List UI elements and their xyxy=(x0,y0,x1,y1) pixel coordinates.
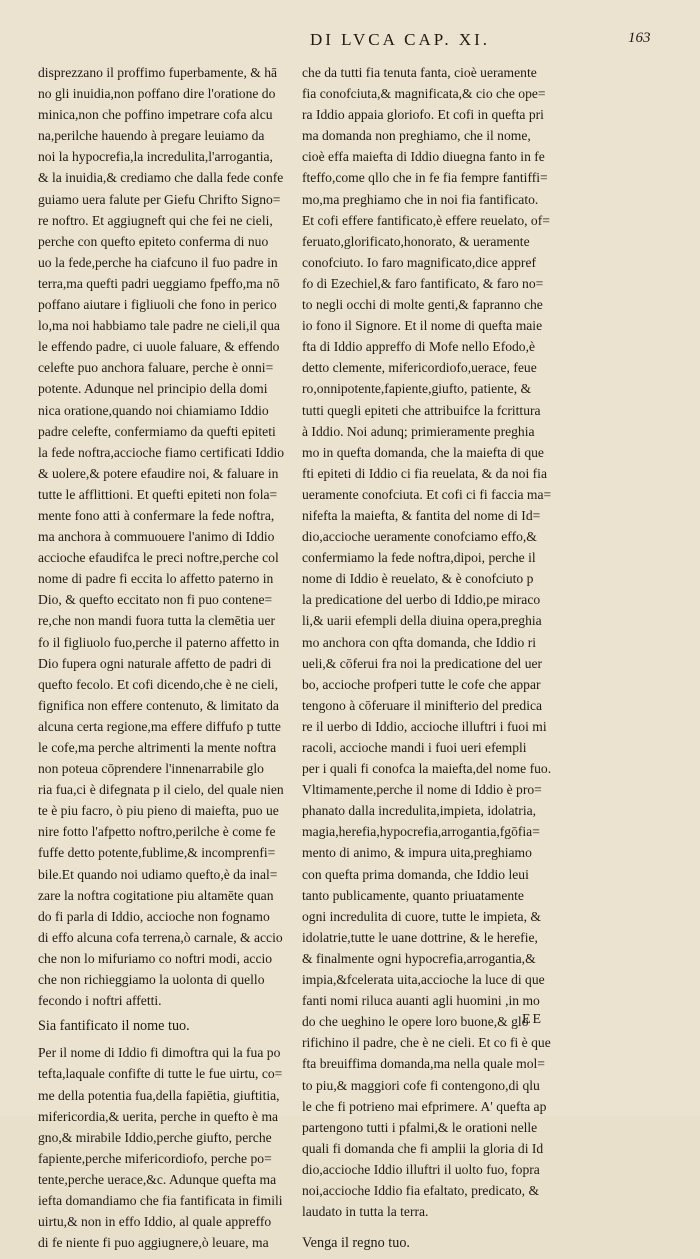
text-line: terra,ma quefti padri ueggiamo fpeffo,ma nō xyxy=(38,275,280,291)
text-line: uirtu,& non in effo Iddio, al quale appreffo xyxy=(38,1214,272,1230)
text-line: feruato,glorificato,honorato, & ueramente xyxy=(302,233,530,249)
text-line: tutte le afflittioni. Et quefti epiteti non fola= xyxy=(38,486,278,502)
text-line: che non lo mifuriamo co noftri modi, accio xyxy=(38,950,273,966)
text-line: magia,herefia,hypocrefia,arrogantia,fgōfia= xyxy=(302,824,540,840)
text-line: mo in quefta domanda, che la maiefta di que xyxy=(302,444,544,460)
spacer xyxy=(302,1222,588,1228)
text-line: impia,&fcelerata uita,accioche la luce di que xyxy=(302,972,545,988)
text-line: di effo alcuna cofa terrena,ò carnale, & accio xyxy=(38,929,283,945)
text-line: lo,ma noi habbiamo tale padre ne cieli,il qua xyxy=(38,318,280,334)
text-line: à Iddio. Noi adunq; primieramente preghia xyxy=(302,423,535,439)
text-line: guiamo uera falute per Giefu Chrifto Signo= xyxy=(38,191,281,207)
text-line: che da tutti fia tenuta fanta, cioè ueramente xyxy=(302,65,537,80)
text-line: perche con quefto epiteto conferma di nuo xyxy=(38,233,269,249)
text-line: mo,ma preghiamo che in noi fia fantificato. xyxy=(302,191,539,207)
text-line: dio,accioche Iddio illuftri il uolto fuo, fopra xyxy=(302,1161,540,1177)
text-line: tengono à cōferuare il minifterio del predica xyxy=(302,697,543,713)
running-title: DI LVCA CAP. XI. xyxy=(309,30,491,49)
text-line: con quefta prima domanda, che Iddio leui xyxy=(302,866,529,882)
text-line: confermiamo la fede noftra,dipoi, perche il xyxy=(302,550,536,566)
text-line: detto clemente, mifericordiofo,uerace, feue xyxy=(302,360,537,376)
text-line: conofciuto. Io faro magnificato,dice appref xyxy=(302,254,537,270)
text-line: noi,accioche Iddio fia efaltato, predicato, & xyxy=(302,1182,540,1198)
text-line: & finalmente ogni hypocrefia,arrogantia,& xyxy=(302,950,536,966)
text-line: iefta domandiamo che fia fantificata in fimili xyxy=(38,1192,283,1208)
text-line: non poteua cōprendere l'innenarrabile glo xyxy=(38,761,264,777)
text-line: zare la noftra cogitatione piu altamēte quan xyxy=(38,887,274,903)
text-line: nica oratione,quando noi chiamiamo Iddio xyxy=(38,402,269,418)
text-line: bile.Et quando noi udiamo quefto,è da inal= xyxy=(38,866,278,882)
text-line: Per il nome di Iddio fi dimoftra qui la fua po xyxy=(38,1045,281,1061)
text-line: fta breuiffima domanda,ma nella quale mol= xyxy=(302,1056,545,1072)
text-line: potente. Adunque nel principio della domi xyxy=(38,381,268,397)
text-line: ma domanda non preghiamo, che il nome, xyxy=(302,128,531,144)
text-line: fo il figliuolo fuo,perche il paterno affetto in xyxy=(38,634,280,650)
text-line: le effendo padre, ci uuole faluare, & effendo xyxy=(38,339,280,355)
text-line: per i quali fi conofca la maiefta,del nome fuo. xyxy=(302,761,552,777)
text-line: fia conofciuta,& magnificata,& cio che ope= xyxy=(302,86,546,102)
text-line: io fono il Signore. Et il nome di quefta maie xyxy=(302,318,543,334)
text-line: rifichino il padre, che è ne cieli. Et co fi è que xyxy=(302,1035,551,1051)
text-line: fteffo,come qllo che in fe fia fempre fantiffi= xyxy=(302,170,548,186)
text-line: re il uerbo di Iddio, accioche illuftri i fuoi mi xyxy=(302,718,547,734)
text-line: che non richieggiamo la uolonta di quello xyxy=(38,972,265,988)
text-line: poffano aiutare i figliuoli che fono in perico xyxy=(38,297,277,313)
section-heading: Sia fantificato il nome tuo. xyxy=(38,1018,190,1035)
text-line: na,perilche hauendo à pregare leuiamo da xyxy=(38,128,265,144)
text-line: dio,accioche ueramente conofciamo effo,& xyxy=(302,529,537,545)
text-line: fuffe detto potente,fublime,& incomprenfi= xyxy=(38,845,276,861)
text-line: li,& uarii efempli della diuina opera,preghia xyxy=(302,613,542,629)
text-line: fecondo i noftri affetti. xyxy=(38,993,162,1009)
text-line: mifericordia,& uerita, perche in quefto è ma xyxy=(38,1108,279,1124)
text-line: ueramente conofciuta. Et cofi ci fi faccia ma= xyxy=(302,486,552,502)
text-line: ria fua,ci è difegnata p il cielo, del quale nien xyxy=(38,782,284,798)
text-line: quefto fecolo. Et cofi dicendo,che è ne cieli, xyxy=(38,676,279,692)
text-line: la predicatione del uerbo di Iddio,pe miraco xyxy=(302,592,541,608)
text-line: fanti nomi riluca auanti agli huomini ,in mo xyxy=(302,993,540,1009)
text-line: partengono tutti i pfalmi,& le orationi nelle xyxy=(302,1119,538,1135)
text-line: minica,non che poffino impetrare cofa alcu xyxy=(38,107,273,123)
text-line: tanto publicamente, quanto priuatamente xyxy=(302,887,524,903)
text-line: racoli, accioche mandi i fuoi ueri efempli xyxy=(302,740,527,755)
text-line: bo, accioche profperi tutte le cofe che appar xyxy=(302,676,541,692)
text-line: quali fi domanda che fi amplii la gloria di Id xyxy=(302,1140,544,1156)
text-line: cioè effa maiefta di Iddio diuegna fanto in fe xyxy=(302,149,545,165)
text-line: ro,onnipotente,fapiente,giufto, patiente, & xyxy=(302,381,532,397)
text-line: nome di Iddio è reuelato, & è conofciuto p xyxy=(302,571,534,587)
text-line: fapiente,perche mifericordiofo, perche po= xyxy=(38,1150,272,1166)
text-line: Et cofi effere fantificato,è effere reuelato, of= xyxy=(302,212,550,228)
text-line: mente fono atti à confermare la fede noftra, xyxy=(38,507,275,523)
text-line: Dio, & quefto eccitato non fi puo contene= xyxy=(38,592,273,608)
text-line: accioche efaudifca le preci noftre,perche col xyxy=(38,550,279,566)
text-line: fta di Iddio appreffo di Mofe nello Efodo,è xyxy=(302,339,536,355)
text-line: tente,perche uerace,&c. Adunque quefta ma xyxy=(38,1171,277,1187)
text-line: to piu,& maggiori cofe fi contengono,di qlu xyxy=(302,1077,540,1093)
text-line: phanato dalla incredulita,impieta, idolatria, xyxy=(302,803,537,819)
right-column xyxy=(302,62,588,1259)
text-line: alcuna certa regione,ma effere diffufo p tutte xyxy=(38,718,281,734)
text-line: padre celefte, confermiamo da quefti epiteti xyxy=(38,423,276,439)
text-line: nire fotto l'afpetto noftro,perilche è come fe xyxy=(38,824,276,840)
text-line: celefte puo anchora faluare, perche è onni= xyxy=(38,360,274,376)
text-line: nome di padre fi eccita lo affetto paterno in xyxy=(38,571,274,587)
text-line: do che ueghino le opere loro buone,& glo xyxy=(302,1014,529,1030)
text-line: & la inuidia,& crediamo che dalla fede confe xyxy=(38,170,284,186)
text-line: di fe niente fi puo aggiugnere,ò leuare, ma xyxy=(38,1235,269,1251)
text-line: uo la fede,perche ha ciafcuno il fuo padre in xyxy=(38,254,278,270)
section-heading: Venga il regno tuo. xyxy=(302,1235,410,1252)
text-line: fo di Ezechiel,& faro fantificato, & faro no= xyxy=(302,275,544,291)
text-line: nifefta la maiefta, & fantita del nome di Id= xyxy=(302,507,541,523)
text-line: ogni incredulita di cuore, tutte le impieta, & xyxy=(302,908,541,924)
text-line: fignifica non effere contenuto, & limitato da xyxy=(38,697,279,713)
text-line: la fede noftra,accioche fiamo certificati Iddio xyxy=(38,444,285,460)
text-line: noi la hypocrefia,la incredulita,l'arrogantia, xyxy=(38,149,273,165)
text-line: tutti quegli epiteti che attribuifce la fcrittura xyxy=(302,402,541,418)
text-line: le che fi potrieno mai efprimere. A' quefta ap xyxy=(302,1098,547,1114)
text-line: ra Iddio appaia gloriofo. Et cofi in quefta pri xyxy=(302,107,544,123)
text-line: laudato in tutta la terra. xyxy=(302,1204,429,1220)
page-number: 163 xyxy=(628,30,651,46)
text-line: tefta,laquale confifte di tutte le fue uirtu, co= xyxy=(38,1066,283,1082)
text-line: le cofe,ma perche altrimenti la mente noftra xyxy=(38,740,277,755)
text-line: re noftro. Et aggiugneft qui che fei ne cieli, xyxy=(38,212,273,228)
text-line: & uolere,& potere efaudire noi, & faluare in xyxy=(38,465,279,481)
text-line: me della potentia fua,della fapiētia, giuftitia, xyxy=(38,1087,280,1103)
left-column xyxy=(38,62,296,1253)
text-line: Dio fupera ogni naturale affetto de padri di xyxy=(38,655,272,671)
text-line: idolatrie,tutte le uane dottrine, & le herefie, xyxy=(302,929,538,945)
signature-mark: EE xyxy=(522,1012,544,1027)
text-line: gno,& mirabile Iddio,perche giufto, perche xyxy=(38,1129,272,1145)
text-line: fti epiteti di Iddio ci fia reuelata, & da noi fia xyxy=(302,465,547,481)
text-line: disprezzano il proffimo fuperbamente, & hā xyxy=(38,65,278,80)
text-line: mo anchora con qfta domanda, che Iddio ri xyxy=(302,634,537,650)
text-line: ma anchora à commuouere l'animo di Iddio xyxy=(38,529,275,545)
page-header xyxy=(0,30,700,54)
text-line: te è piu facro, ò piu pieno di maiefta, puo ue xyxy=(38,803,279,819)
text-line: re,che non mandi fuora tutta la clemētia uer xyxy=(38,613,276,629)
text-line: do fi parla di Iddio, accioche non fognamo xyxy=(38,908,270,924)
text-line: Vltimamente,perche il nome di Iddio è pro= xyxy=(302,782,542,798)
text-line: no gli inuidia,non poffano dire l'oratione do xyxy=(38,86,276,102)
text-line: ueli,& cōferui fra noi la predicatione del uer xyxy=(302,655,543,671)
text-line: to negli occhi di molte genti,& fapranno che xyxy=(302,297,543,313)
text-line: mento di animo, & impura uita,preghiamo xyxy=(302,845,532,861)
